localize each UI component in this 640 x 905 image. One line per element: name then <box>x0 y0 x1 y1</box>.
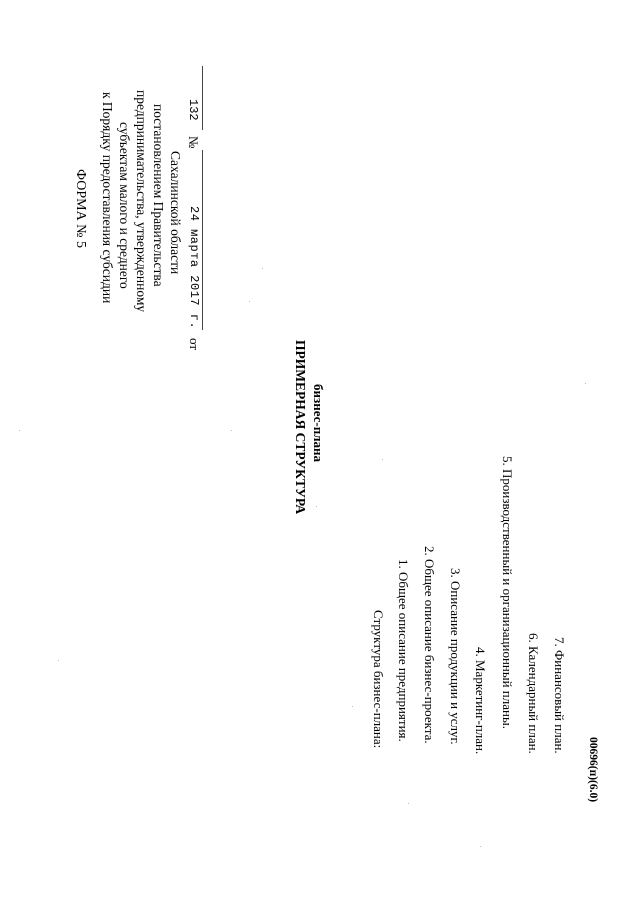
scan-speck <box>231 430 232 431</box>
list-item: 5. Производственный и организационный планы. <box>500 456 515 729</box>
scan-speck <box>382 459 383 460</box>
scan-speck <box>352 706 353 707</box>
scan-speck <box>480 846 481 847</box>
list-item: 6. Календарный план. <box>526 633 541 754</box>
structure-heading: Структура бизнес-плана: <box>371 610 386 749</box>
number-label: № <box>186 136 201 149</box>
list-item: 4. Маркетинг-план. <box>473 647 488 755</box>
list-item: 2. Общее описание бизнес-проекта. <box>422 546 437 744</box>
scan-speck <box>585 383 586 384</box>
number-underline <box>202 66 203 130</box>
scan-speck <box>58 660 59 661</box>
page-subtitle: бизнес-плана <box>311 384 326 463</box>
header-line-2: субъектам малого и среднего <box>117 122 132 289</box>
page-title: ПРИМЕРНАЯ СТРУКТУРА <box>293 340 308 515</box>
header-line-5: Сахалинской области <box>168 151 183 275</box>
number-value: 132 <box>186 99 200 121</box>
scan-speck <box>249 301 250 302</box>
list-item: 7. Финансовый план. <box>552 637 567 754</box>
list-item: 3. Описание продукции и услуг. <box>448 568 463 745</box>
header-line-1: к Порядку предоставления субсидии <box>100 92 115 304</box>
form-title: ФОРМА № 5 <box>73 169 88 249</box>
date-value: 24 марта 2017 г. <box>187 206 201 330</box>
date-prefix: от <box>187 338 202 351</box>
scan-speck <box>19 430 20 431</box>
document-code: 00696(п)(6.0) <box>587 737 599 803</box>
scan-speck <box>262 268 263 269</box>
date-underline <box>202 150 203 330</box>
header-line-4: постановлением Правительства <box>151 104 166 287</box>
header-line-3: предпринимательства, утвержденному <box>134 90 149 313</box>
scan-speck <box>408 803 409 804</box>
scan-speck <box>316 506 317 507</box>
list-item: 1. Общее описание предприятия. <box>396 559 411 742</box>
